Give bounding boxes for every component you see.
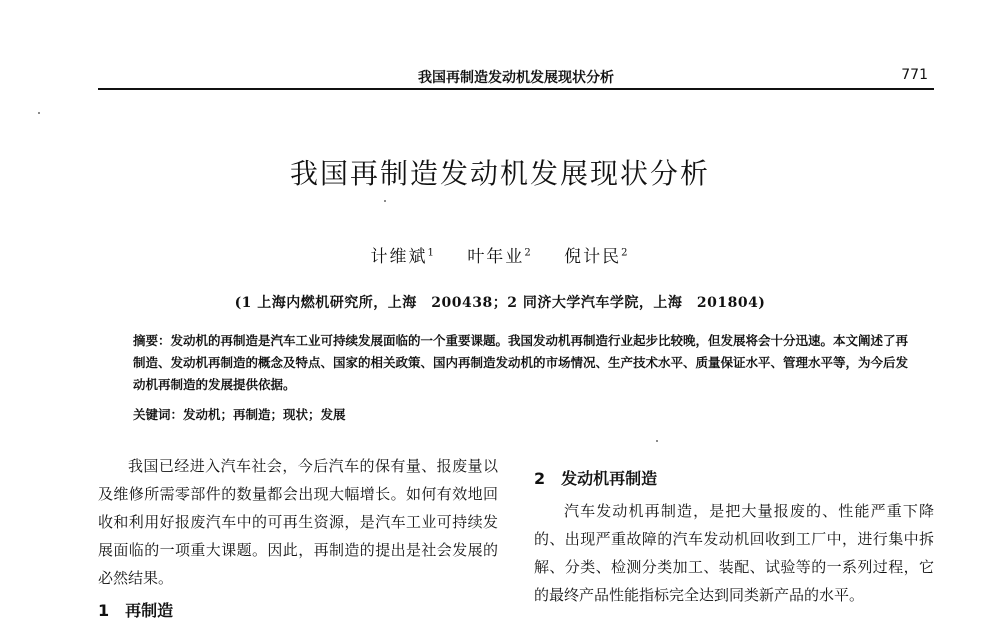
section-heading-1 <box>98 598 173 621</box>
paper-title: 我国再制造发动机发展现状分析 <box>289 157 710 190</box>
abstract <box>133 330 913 396</box>
author <box>371 247 436 267</box>
section-number: 1 <box>98 601 110 620</box>
author-affiliation-mark: 2 <box>621 247 630 259</box>
author-name: 叶年业 <box>467 247 525 267</box>
running-title: 我国再制造发动机发展现状分析 <box>418 70 614 86</box>
affiliation: (1 上海内燃机研究所，上海 200438；2 同济大学汽车学院，上海 201804) <box>234 295 766 311</box>
author-name: 计维斌 <box>370 247 428 267</box>
author-affiliation-mark: 2 <box>524 247 533 259</box>
running-header <box>98 64 934 90</box>
left-column <box>98 452 498 592</box>
author-list <box>0 242 1000 267</box>
author <box>467 247 532 267</box>
page-number: 771 <box>901 67 928 83</box>
abstract-label: 摘要： <box>133 333 171 348</box>
author <box>564 247 629 267</box>
author-name: 倪计民 <box>564 247 622 267</box>
section-title: 再制造 <box>125 601 174 620</box>
scan-speck <box>384 200 386 202</box>
keywords-text: 发动机；再制造；现状；发展 <box>183 407 346 422</box>
scan-speck <box>656 440 658 442</box>
intro-paragraph: 我国已经进入汽车社会，今后汽车的保有量、报废量以及维修所需零部件的数量都会出现大幅增长。如何有效地回收和利用好报废汽车中的可再生资源，是汽车工业可持续发展面临的一项重大课题。因此，再制造的提出是社会发展的必然结果。 <box>98 457 498 587</box>
abstract-text: 发动机的再制造是汽车工业可持续发展面临的一个重要课题。我国发动机再制造行业起步比较晚，但发展将会十分迅速。本文阐述了再制造、发动机再制造的概念及特点、国家的相关政策、国内再制造发动机的市场情况、生产技术水平、质量保证水平、管理水平等，为今后发动机再制造的发展提供依据。 <box>133 333 909 392</box>
section-2-paragraph: 汽车发动机再制造，是把大量报废的、性能严重下降的、出现严重故障的汽车发动机回收到工厂中，进行集中拆解、分类、检测分类加工、装配、试验等的一系列过程，它的最终产品性能指标完全达到同类新产品的水平。 <box>534 502 934 604</box>
keywords-label: 关键词： <box>133 407 184 422</box>
right-column <box>534 497 934 609</box>
author-affiliation-mark: 1 <box>427 247 436 259</box>
scan-speck <box>38 112 40 114</box>
section-heading-2 <box>534 466 657 489</box>
section-number: 2 <box>534 469 546 488</box>
section-title: 发动机再制造 <box>561 469 658 488</box>
keywords <box>133 405 913 423</box>
